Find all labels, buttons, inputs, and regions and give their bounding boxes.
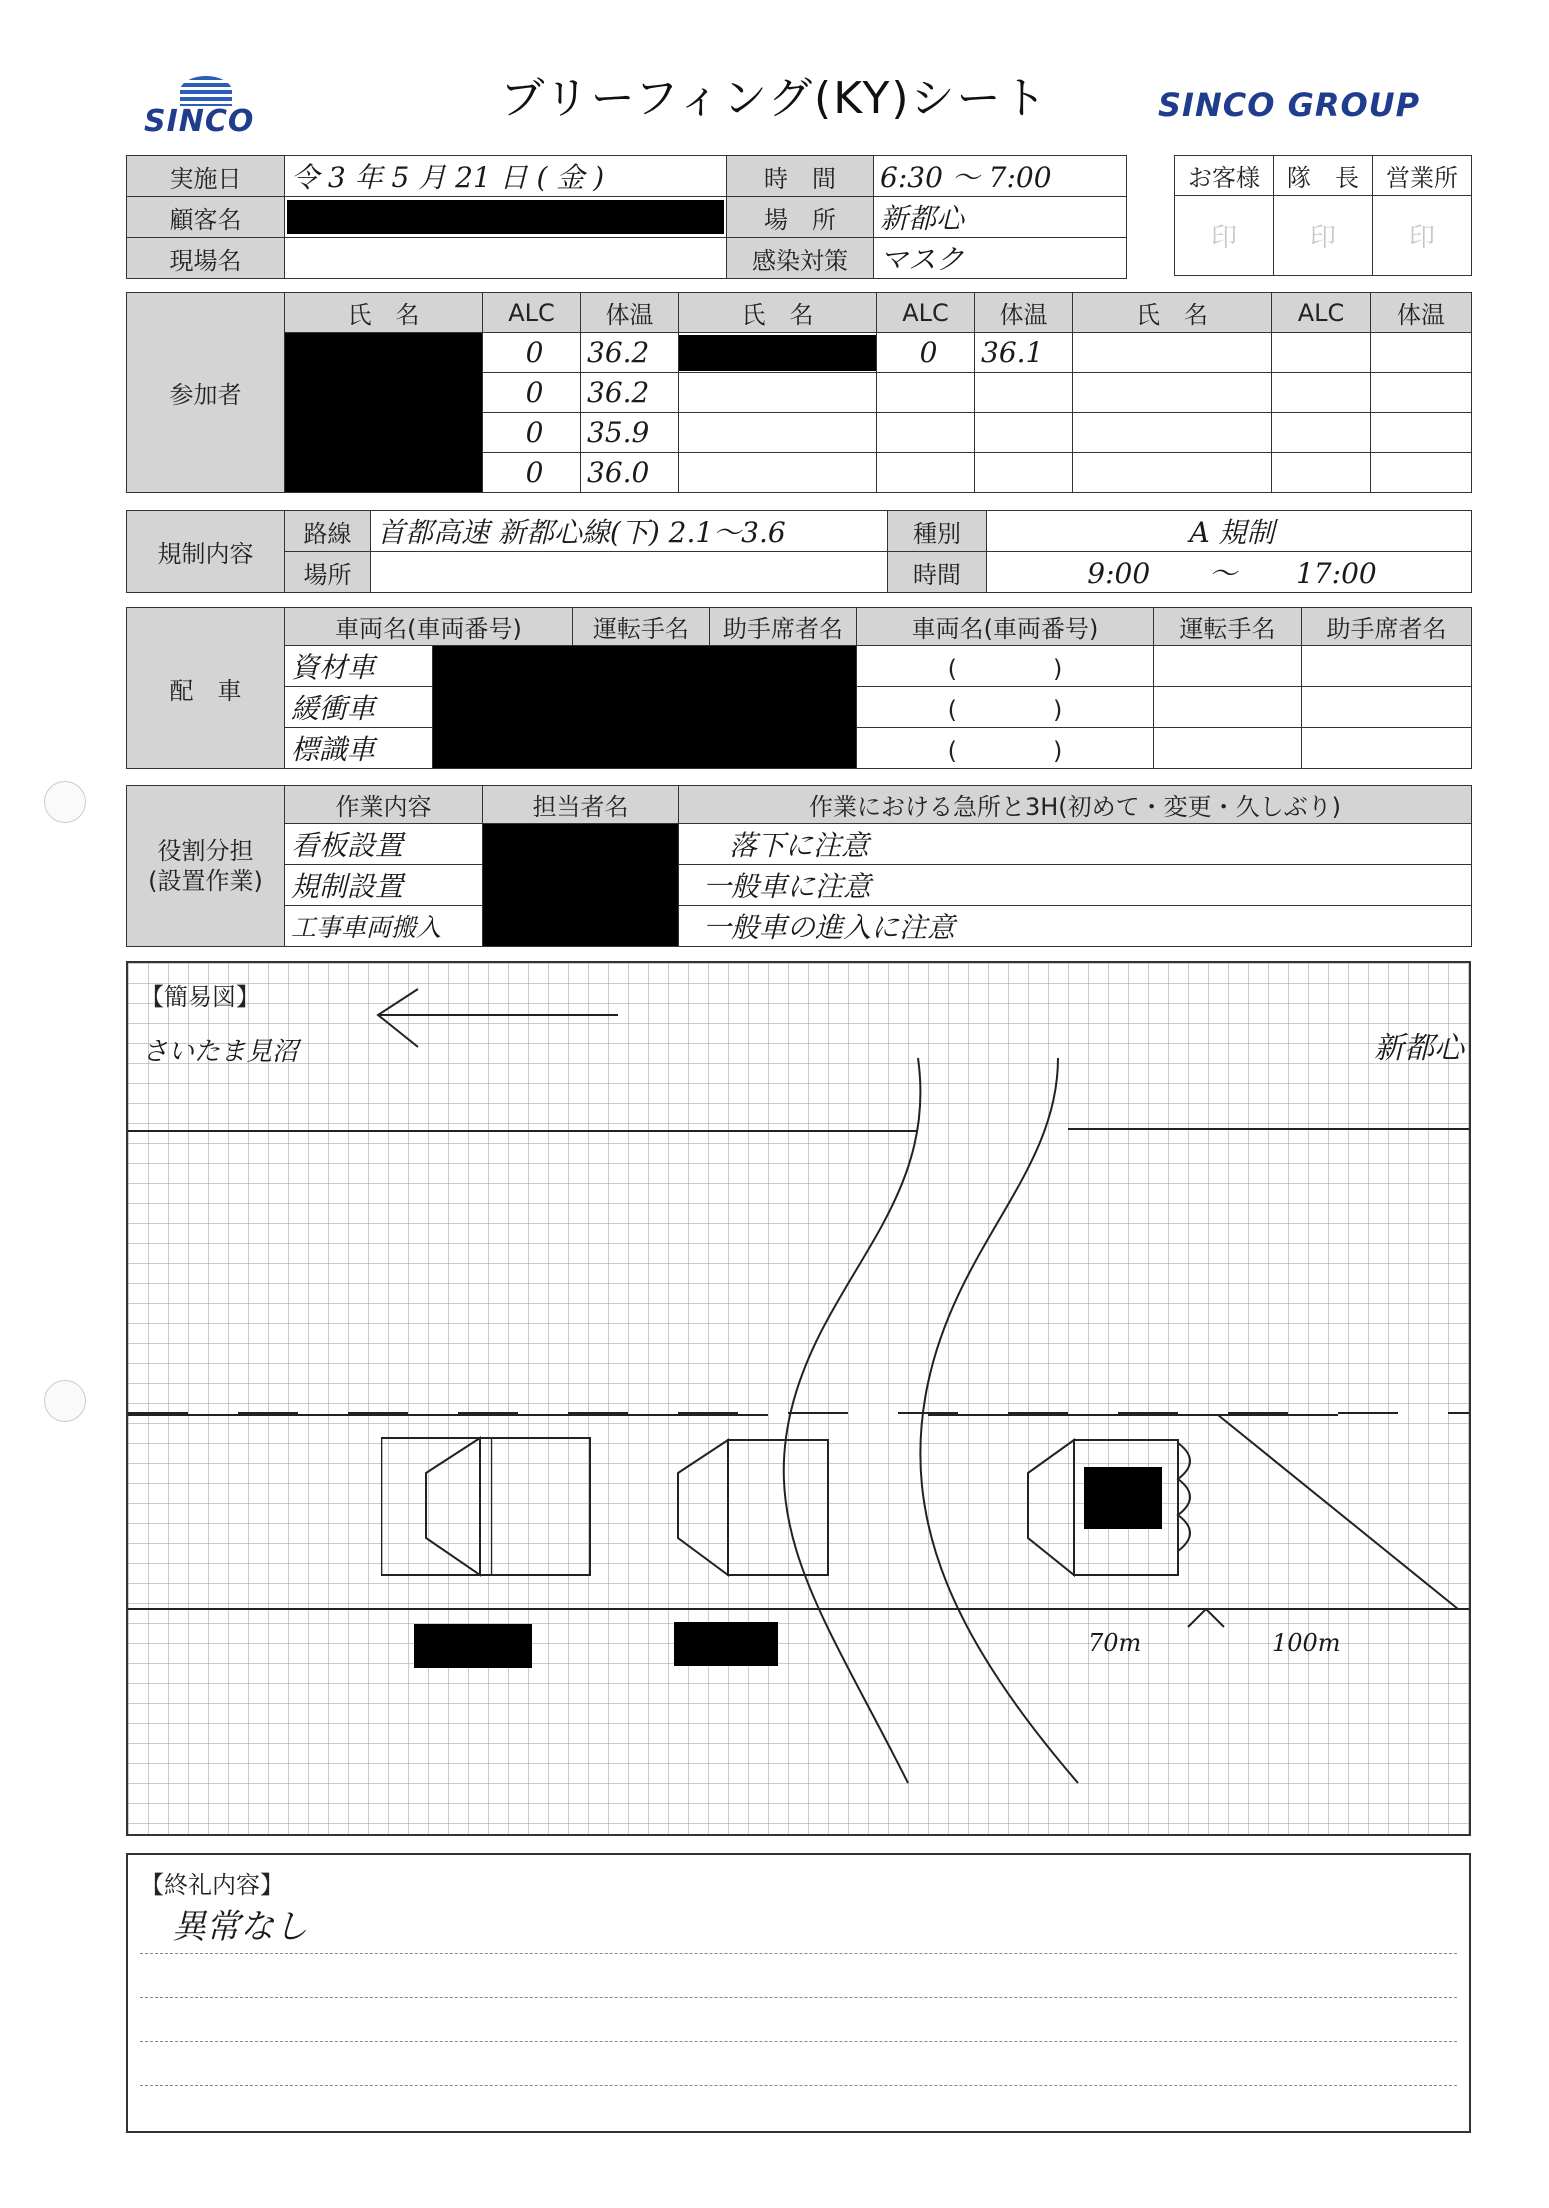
info-table xyxy=(126,155,1127,279)
curve-line-left xyxy=(784,1058,921,1783)
participants-table xyxy=(126,292,1472,493)
ruled-line xyxy=(140,1997,1457,1998)
route-label: 路線 xyxy=(285,511,371,552)
point-value: 一般車に注意 xyxy=(679,865,1472,906)
temp-value: 36.1 xyxy=(975,333,1073,373)
alc-value: 0 xyxy=(877,333,975,373)
closing-remarks-box xyxy=(126,1853,1471,2133)
site-value xyxy=(285,238,727,279)
distance-70m: 70m xyxy=(1088,1629,1142,1657)
place-value: 新都心 xyxy=(874,197,1127,238)
task-value: 規制設置 xyxy=(285,865,483,906)
redacted-participant-name xyxy=(679,335,876,371)
header-passenger-1: 助手席者名 xyxy=(710,608,857,646)
task-value: 看板設置 xyxy=(285,824,483,865)
date-label: 実施日 xyxy=(127,156,285,197)
alc-value: 0 xyxy=(483,453,581,493)
point-value: 一般車の進入に注意 xyxy=(679,906,1472,947)
point-value: 落下に注意 xyxy=(679,824,1472,865)
header-name-2: 氏 名 xyxy=(679,293,877,333)
diagram-right-destination: 新都心 xyxy=(1374,1031,1464,1066)
regulation-time-label: 時間 xyxy=(888,552,987,593)
regulation-time-end: 17:00 xyxy=(1296,557,1377,590)
vehicle-number-placeholder: ( ) xyxy=(857,728,1154,769)
header-name-3: 氏 名 xyxy=(1073,293,1272,333)
vehicles-section-label: 配 車 xyxy=(127,608,285,769)
infection-value: マスク xyxy=(874,238,1127,279)
type-value: A 規制 xyxy=(987,511,1472,552)
place-label: 場 所 xyxy=(727,197,874,238)
customer-label: 顧客名 xyxy=(127,197,285,238)
ruled-line xyxy=(140,1953,1457,1954)
roles-table xyxy=(126,785,1472,947)
header-person: 担当者名 xyxy=(483,786,679,824)
road-drawing xyxy=(128,963,1469,1834)
redacted-vehicle-details xyxy=(433,646,857,769)
dimension-marker-icon xyxy=(1188,1609,1224,1627)
header-alc-2: ALC xyxy=(877,293,975,333)
closing-text: 異常なし xyxy=(172,1907,308,1947)
vehicle-number-placeholder: ( ) xyxy=(857,646,1154,687)
redacted-persons xyxy=(483,824,679,947)
header-task: 作業内容 xyxy=(285,786,483,824)
curve-line-right xyxy=(920,1058,1078,1783)
closing-label: 【終礼内容】 xyxy=(140,1871,284,1899)
type-label: 種別 xyxy=(888,511,987,552)
header-points: 作業における急所と3H(初めて・変更・久しぶり) xyxy=(679,786,1472,824)
stamp-leader: 印 xyxy=(1274,196,1373,276)
direction-arrowhead-icon xyxy=(378,989,418,1047)
header-driver-2: 運転手名 xyxy=(1154,608,1302,646)
logo-text: SINCO xyxy=(144,104,255,139)
regulation-time-start: 9:00 xyxy=(1087,557,1151,590)
time-value: 6:30 ～ 7:00 xyxy=(874,156,1127,197)
time-label: 時 間 xyxy=(727,156,874,197)
distance-100m: 100m xyxy=(1272,1629,1341,1657)
vehicle-name: 資材車 xyxy=(285,646,433,687)
redacted-participant-names xyxy=(285,333,483,493)
vehicle-shape-2 xyxy=(678,1440,828,1575)
vehicle-number-placeholder: ( ) xyxy=(857,687,1154,728)
regulation-time-value xyxy=(987,552,1472,593)
regulation-time-tilde: ～ xyxy=(1209,557,1238,590)
header-name-1: 氏 名 xyxy=(285,293,483,333)
regulation-place-label: 場所 xyxy=(285,552,371,593)
approval-table xyxy=(1174,155,1472,276)
alc-value: 0 xyxy=(483,413,581,453)
stamp-office: 印 xyxy=(1373,196,1472,276)
punch-hole-bottom xyxy=(44,1380,86,1422)
approval-customer-label: お客様 xyxy=(1175,156,1274,196)
temp-value: 36.0 xyxy=(581,453,679,493)
header-temp-1: 体温 xyxy=(581,293,679,333)
approval-leader-label: 隊 長 xyxy=(1274,156,1373,196)
temp-value: 36.2 xyxy=(581,333,679,373)
infection-label: 感染対策 xyxy=(727,238,874,279)
regulation-place-value xyxy=(371,552,888,593)
header-vehicle-name-1: 車両名(車両番号) xyxy=(285,608,573,646)
header-temp-2: 体温 xyxy=(975,293,1073,333)
punch-hole-top xyxy=(44,781,86,823)
task-value: 工事車両搬入 xyxy=(285,906,483,947)
header-passenger-2: 助手席者名 xyxy=(1302,608,1472,646)
temp-value: 36.2 xyxy=(581,373,679,413)
vehicle-name: 緩衝車 xyxy=(285,687,433,728)
header-temp-3: 体温 xyxy=(1371,293,1472,333)
taper-line xyxy=(1218,1415,1458,1609)
ruled-line xyxy=(140,2041,1457,2042)
temp-value: 35.9 xyxy=(581,413,679,453)
participants-section-label: 参加者 xyxy=(127,293,285,493)
regulation-table xyxy=(126,510,1472,593)
ruled-line xyxy=(140,2085,1457,2086)
participant-name-cell xyxy=(679,333,877,373)
vehicle-shape-3 xyxy=(1028,1440,1190,1575)
vehicle-shape-1 xyxy=(382,1438,590,1575)
header-alc-1: ALC xyxy=(483,293,581,333)
site-label: 現場名 xyxy=(127,238,285,279)
approval-office-label: 営業所 xyxy=(1373,156,1472,196)
vehicles-table xyxy=(126,607,1472,769)
customer-value xyxy=(285,197,727,238)
header-vehicle-name-2: 車両名(車両番号) xyxy=(857,608,1154,646)
vehicle-name: 標識車 xyxy=(285,728,433,769)
stamp-customer: 印 xyxy=(1175,196,1274,276)
header-driver-1: 運転手名 xyxy=(573,608,710,646)
alc-value: 0 xyxy=(483,373,581,413)
regulation-section-label: 規制内容 xyxy=(127,511,285,593)
header-alc-3: ALC xyxy=(1272,293,1371,333)
date-value: 令 3 年 5 月 21 日 ( 金 ) xyxy=(285,156,727,197)
sinco-group-logo: SINCO GROUP xyxy=(1158,86,1421,124)
alc-value: 0 xyxy=(483,333,581,373)
page-title: ブリーフィング(KY)シート xyxy=(500,73,1049,124)
simple-diagram xyxy=(126,961,1471,1836)
diagram-label: 【簡易図】 xyxy=(140,983,260,1011)
redacted-customer xyxy=(287,200,724,234)
route-value: 首都高速 新都心線(下) 2.1～3.6 xyxy=(371,511,888,552)
roles-section-label: 役割分担 (設置作業) xyxy=(127,786,285,947)
diagram-left-destination: さいたま見沼 xyxy=(142,1037,299,1067)
